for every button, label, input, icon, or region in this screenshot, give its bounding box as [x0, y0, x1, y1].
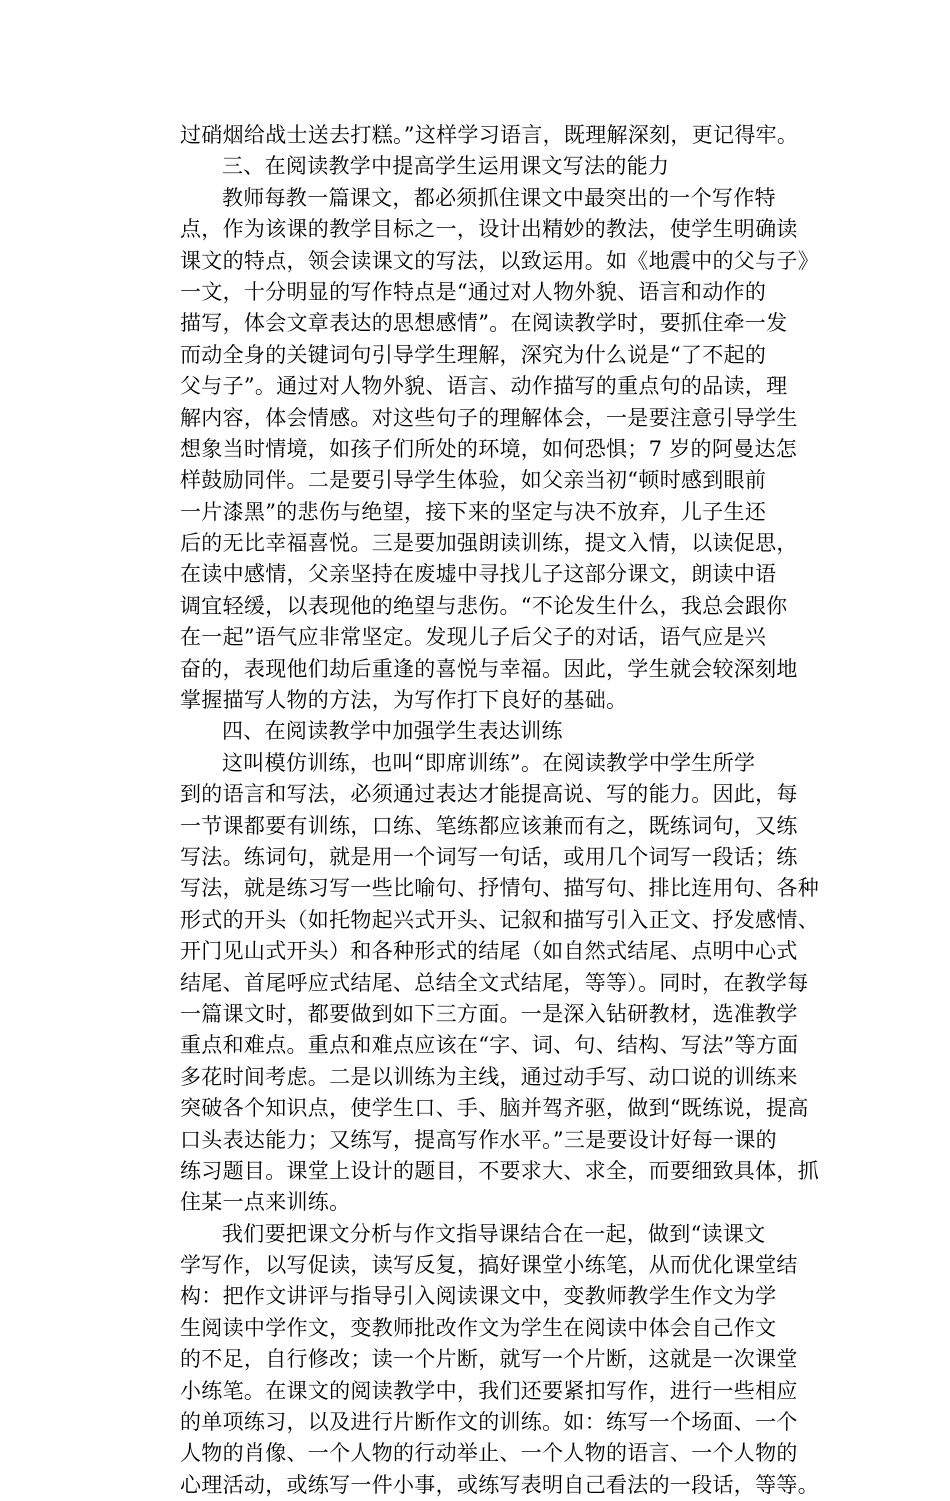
text-line: 的不足，自行修改；读一个片断，就写一个片断，这就是一次课堂 — [180, 1347, 798, 1372]
text-line: 课文的特点，领会读课文的写法，以致运用。如《地震中的父与子》 — [180, 248, 819, 273]
text-line: 在一起”语气应非常坚定。发现儿子后父子的对话，语气应是兴 — [180, 625, 767, 650]
text-line: 掌握描写人物的方法，为写作打下良好的基础。 — [180, 688, 628, 713]
text-line: 写法。练词句，就是用一个词写一句话，或用几个词写一段话；练 — [180, 844, 798, 869]
text-line: 描写，体会文章表达的思想感情”。在阅读教学时，要抓住牵一发 — [180, 311, 788, 336]
text-line: 四、在阅读教学中加强学生表达训练 — [222, 719, 563, 744]
text-line: 解内容，体会情感。对这些句子的理解体会，一是要注意引导学生 — [180, 405, 798, 430]
text-line: 我们要把课文分析与作文指导课结合在一起，做到“读课文 — [222, 1221, 766, 1246]
text-line: 构：把作文讲评与指导引入阅读课文中，变教师教学生作文为学 — [180, 1284, 777, 1309]
text-line: 人物的肖像、一个人物的行动举止、一个人物的语言、一个人物的 — [180, 1441, 798, 1466]
text-line: 学写作，以写促读，读写反复，搞好课堂小练笔，从而优化课堂结 — [180, 1253, 798, 1278]
text-line: 这叫模仿训练，也叫“即席训练”。在阅读教学中学生所学 — [222, 750, 756, 775]
text-line: 的单项练习，以及进行片断作文的训练。如：练写一个场面、一个 — [180, 1410, 798, 1435]
text-line: 后的无比幸福喜悦。三是要加强朗读训练，提文入情，以读促思， — [180, 531, 798, 556]
text-line: 到的语言和写法，必须通过表达才能提高说、写的能力。因此，每 — [180, 782, 798, 807]
text-line: 小练笔。在课文的阅读教学中，我们还要紧扣写作，进行一些相应 — [180, 1378, 798, 1403]
text-line: 过硝烟给战士送去打糕。”这样学习语言，既理解深刻，更记得牢。 — [180, 123, 799, 147]
text-line: 一篇课文时，都要做到如下三方面。一是深入钻研教材，选准教学 — [180, 1001, 798, 1026]
text-line: 住某一点来训练。 — [180, 1190, 351, 1215]
text-line: 教师每教一篇课文，都必须抓住课文中最突出的一个写作特 — [222, 185, 776, 210]
text-line: 重点和难点。重点和难点应该在“字、词、句、结构、写法”等方面 — [180, 1033, 799, 1058]
text-line: 而动全身的关键词句引导学生理解，深究为什么说是“了不起的 — [180, 342, 767, 367]
text-line: 三、在阅读教学中提高学生运用课文写法的能力 — [222, 154, 670, 179]
text-line: 形式的开头（如托物起兴式开头、记叙和描写引入正文、抒发感情、 — [180, 907, 819, 932]
text-line: 练习题目。课堂上设计的题目，不要求大、求全，而要细致具体，抓 — [180, 1158, 819, 1183]
text-line: 多花时间考虑。二是以训练为主线，通过动手写、动口说的训练来 — [180, 1064, 798, 1089]
text-line: 点，作为该课的教学目标之一，设计出精妙的教法，使学生明确读 — [180, 217, 798, 242]
text-line: 想象当时情境，如孩子们所处的环境，如何恐惧；7 岁的阿曼达怎 — [180, 436, 798, 461]
text-line: 一节课都要有训练，口练、笔练都应该兼而有之，既练词句，又练 — [180, 813, 798, 838]
text-line: 父与子”。通过对人物外貌、语言、动作描写的重点句的品读，理 — [180, 374, 788, 399]
text-line: 奋的，表现他们劫后重逢的喜悦与幸福。因此，学生就会较深刻地 — [180, 656, 798, 681]
text-line: 结尾、首尾呼应式结尾、总结全文式结尾，等等）。同时，在教学每 — [180, 970, 809, 995]
text-line: 突破各个知识点，使学生口、手、脑并驾齐驱，做到“既练说，提高 — [180, 1096, 809, 1121]
text-line: 心理活动，或练写一件小事，或练写表明自己看法的一段话，等等。 — [180, 1472, 819, 1497]
text-line: 开门见山式开头）和各种形式的结尾（如自然式结尾、点明中心式 — [180, 939, 798, 964]
text-line: 生阅读中学作文，变教师批改作文为学生在阅读中体会自己作文 — [180, 1315, 777, 1340]
text-line: 样鼓励同伴。二是要引导学生体验，如父亲当初“顿时感到眼前 — [180, 468, 767, 493]
text-line: 写法，就是练习写一些比喻句、抒情句、描写句、排比连用句、各种 — [180, 876, 819, 901]
text-line: 一文，十分明显的写作特点是“通过对人物外貌、语言和动作的 — [180, 279, 767, 304]
text-line: 在读中感情，父亲坚持在废墟中寻找儿子这部分课文，朗读中语 — [180, 562, 777, 587]
text-line: 一片漆黑”的悲伤与绝望，接下来的坚定与决不放弃，儿子生还 — [180, 499, 767, 524]
text-line: 口头表达能力；又练写，提高写作水平。”三是要设计好每一课的 — [180, 1127, 777, 1152]
text-line: 调宜轻缓，以表现他的绝望与悲伤。“不论发生什么，我总会跟你 — [180, 593, 788, 618]
body-text — [180, 120, 819, 1501]
